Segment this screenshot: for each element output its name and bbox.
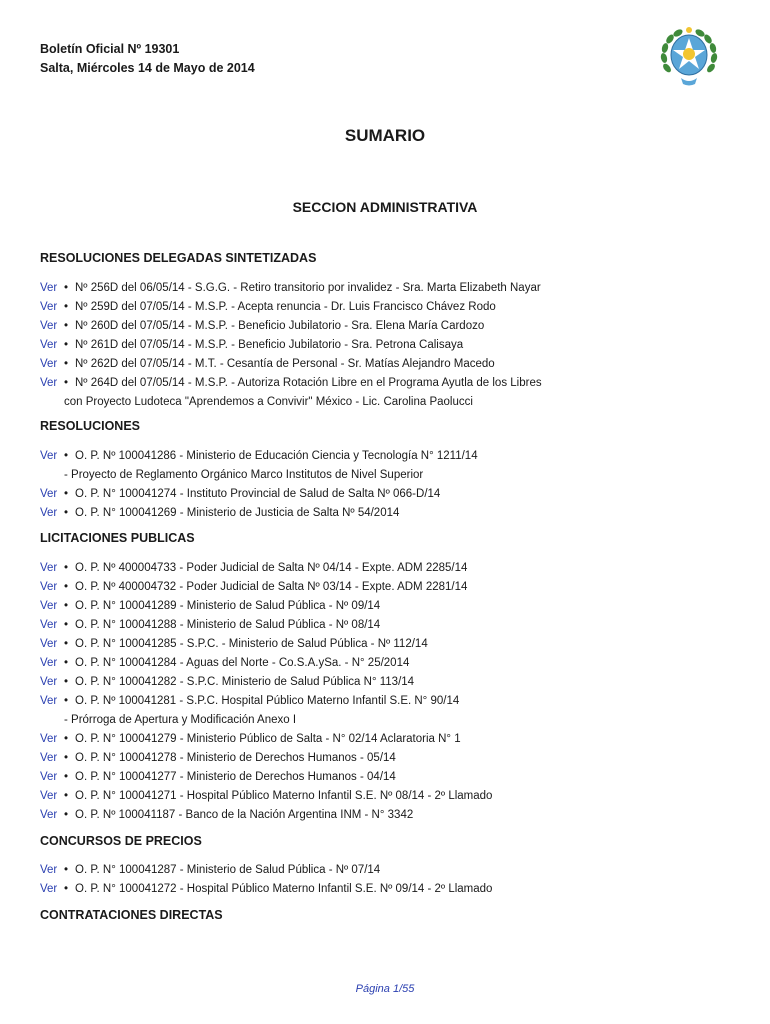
ver-link[interactable]: Ver	[40, 752, 58, 764]
summary-list	[40, 559, 492, 825]
ver-link[interactable]: Ver	[40, 657, 58, 669]
ver-link[interactable]: Ver	[40, 320, 58, 332]
ver-link[interactable]: Ver	[40, 790, 58, 802]
ver-link[interactable]: Ver	[40, 450, 58, 462]
ver-link[interactable]: Ver	[40, 619, 58, 631]
list-item-continuation	[40, 711, 492, 730]
section-heading: CONTRATACIONES DIRECTAS	[40, 908, 223, 922]
list-item	[40, 749, 492, 768]
bullet: •	[64, 581, 69, 593]
list-item-continuation	[40, 466, 478, 485]
list-item	[40, 806, 492, 825]
list-item	[40, 578, 492, 597]
item-text: Nº 261D del 07/05/14 - M.S.P. - Beneficio Jubilatorio - Sra. Petrona Calisaya	[75, 339, 464, 351]
bullet: •	[64, 377, 69, 389]
ver-link[interactable]: Ver	[40, 771, 58, 783]
salta-coat-of-arms-icon	[659, 24, 719, 88]
bullet: •	[64, 358, 69, 370]
ver-link[interactable]: Ver	[40, 733, 58, 745]
item-text: O. P. N° 100041288 - Ministerio de Salud Pública - Nº 08/14	[75, 619, 381, 631]
list-item	[40, 635, 492, 654]
ver-link[interactable]: Ver	[40, 581, 58, 593]
list-item	[40, 485, 478, 504]
item-text: con Proyecto Ludoteca "Aprendemos a Convivir" México - Lic. Carolina Paolucci	[64, 396, 473, 408]
ver-link[interactable]: Ver	[40, 358, 58, 370]
item-text: O. P. N° 100041282 - S.P.C. Ministerio de Salud Pública N° 113/14	[75, 676, 415, 688]
item-text: - Prórroga de Apertura y Modificación Anexo I	[64, 714, 297, 726]
item-text: O. P. N° 100041271 - Hospital Público Materno Infantil S.E. Nº 08/14 - 2º Llamado	[75, 790, 493, 802]
item-text: Nº 256D del 06/05/14 - S.G.G. - Retiro transitorio por invalidez - Sra. Marta Elizabeth Nayar	[75, 282, 541, 294]
item-text: O. P. Nº 400004733 - Poder Judicial de Salta Nº 04/14 - Expte. ADM 2285/14	[75, 562, 468, 574]
bullet: •	[64, 619, 69, 631]
bullet: •	[64, 864, 69, 876]
bullet: •	[64, 301, 69, 313]
list-item	[40, 787, 492, 806]
bullet: •	[64, 883, 69, 895]
section-heading: RESOLUCIONES	[40, 419, 141, 433]
bullet: •	[64, 339, 69, 351]
list-item	[40, 673, 492, 692]
bulletin-header	[40, 40, 255, 78]
bullet: •	[64, 320, 69, 332]
item-text: O. P. N° 100041269 - Ministerio de Justicia de Salta Nº 54/2014	[75, 507, 400, 519]
list-item	[40, 559, 492, 578]
bullet: •	[64, 657, 69, 669]
ver-link[interactable]: Ver	[40, 488, 58, 500]
item-text: Nº 264D del 07/05/14 - M.S.P. - Autoriza Rotación Libre en el Programa Ayutla de los Libres	[75, 377, 542, 389]
bullet: •	[64, 450, 69, 462]
ver-link[interactable]: Ver	[40, 377, 58, 389]
bullet: •	[64, 600, 69, 612]
bullet: •	[64, 638, 69, 650]
list-item	[40, 374, 542, 393]
ver-link[interactable]: Ver	[40, 339, 58, 351]
list-item	[40, 692, 492, 711]
ver-link[interactable]: Ver	[40, 600, 58, 612]
ver-link[interactable]: Ver	[40, 282, 58, 294]
ver-link[interactable]: Ver	[40, 695, 58, 707]
list-item	[40, 880, 492, 899]
summary-list	[40, 861, 492, 899]
ver-link[interactable]: Ver	[40, 562, 58, 574]
bullet: •	[64, 676, 69, 688]
page-title: SUMARIO	[344, 126, 426, 145]
item-text: O. P. N° 100041278 - Ministerio de Derechos Humanos - 05/14	[75, 752, 396, 764]
ver-link[interactable]: Ver	[40, 638, 58, 650]
item-text: O. P. N° 100041285 - S.P.C. - Ministerio de Salud Pública - Nº 112/14	[75, 638, 428, 650]
list-item	[40, 768, 492, 787]
item-text: O. P. Nº 100041187 - Banco de la Nación Argentina INM - N° 3342	[75, 809, 414, 821]
item-text: Nº 260D del 07/05/14 - M.S.P. - Beneficio Jubilatorio - Sra. Elena María Cardozo	[75, 320, 485, 332]
item-text: O. P. Nº 100041281 - S.P.C. Hospital Público Materno Infantil S.E. N° 90/14	[75, 695, 460, 707]
bullet: •	[64, 488, 69, 500]
section-title: SECCION ADMINISTRATIVA	[292, 199, 478, 215]
list-item	[40, 861, 492, 880]
bullet: •	[64, 790, 69, 802]
bullet: •	[64, 507, 69, 519]
list-item	[40, 279, 542, 298]
list-item	[40, 504, 478, 523]
bulletin-number: Boletín Oficial Nº 19301	[40, 42, 180, 56]
section-heading: RESOLUCIONES DELEGADAS SINTETIZADAS	[40, 251, 317, 265]
item-text: O. P. N° 100041284 - Aguas del Norte - Co.S.A.ySa. - N° 25/2014	[75, 657, 410, 669]
item-text: O. P. N° 100041277 - Ministerio de Derechos Humanos - 04/14	[75, 771, 396, 783]
ver-link[interactable]: Ver	[40, 809, 58, 821]
item-text: Nº 259D del 07/05/14 - M.S.P. - Acepta renuncia - Dr. Luis Francisco Chávez Rodo	[75, 301, 496, 313]
list-item	[40, 654, 492, 673]
list-item	[40, 298, 542, 317]
ver-link[interactable]: Ver	[40, 301, 58, 313]
ver-link[interactable]: Ver	[40, 864, 58, 876]
list-item	[40, 447, 478, 466]
item-text: O. P. N° 100041272 - Hospital Público Materno Infantil S.E. Nº 09/14 - 2º Llamado	[75, 883, 493, 895]
page-number: Página 1/55	[355, 983, 415, 995]
summary-list	[40, 447, 478, 523]
list-item-continuation	[40, 393, 542, 412]
bullet: •	[64, 282, 69, 294]
bullet: •	[64, 733, 69, 745]
bulletin-date: Salta, Miércoles 14 de Mayo de 2014	[40, 61, 255, 75]
section-heading: CONCURSOS DE PRECIOS	[40, 834, 202, 848]
list-item	[40, 616, 492, 635]
list-item	[40, 355, 542, 374]
item-text: O. P. Nº 400004732 - Poder Judicial de Salta Nº 03/14 - Expte. ADM 2281/14	[75, 581, 468, 593]
list-item	[40, 317, 542, 336]
summary-list	[40, 279, 542, 412]
item-text: O. P. N° 100041287 - Ministerio de Salud Pública - Nº 07/14	[75, 864, 381, 876]
section-heading: LICITACIONES PUBLICAS	[40, 531, 195, 545]
bullet: •	[64, 562, 69, 574]
item-text: Nº 262D del 07/05/14 - M.T. - Cesantía de Personal - Sr. Matías Alejandro Macedo	[75, 358, 495, 370]
item-text: O. P. N° 100041274 - Instituto Provincial de Salud de Salta Nº 066-D/14	[75, 488, 441, 500]
item-text: O. P. Nº 100041286 - Ministerio de Educación Ciencia y Tecnología N° 1211/14	[75, 450, 478, 462]
list-item	[40, 336, 542, 355]
list-item	[40, 597, 492, 616]
ver-link[interactable]: Ver	[40, 507, 58, 519]
item-text: O. P. N° 100041279 - Ministerio Público de Salta - N° 02/14 Aclaratoria N° 1	[75, 733, 461, 745]
ver-link[interactable]: Ver	[40, 883, 58, 895]
bullet: •	[64, 809, 69, 821]
item-text: - Proyecto de Reglamento Orgánico Marco Institutos de Nivel Superior	[64, 469, 424, 481]
bullet: •	[64, 752, 69, 764]
item-text: O. P. N° 100041289 - Ministerio de Salud Pública - Nº 09/14	[75, 600, 381, 612]
bullet: •	[64, 695, 69, 707]
list-item	[40, 730, 492, 749]
ver-link[interactable]: Ver	[40, 676, 58, 688]
bullet: •	[64, 771, 69, 783]
